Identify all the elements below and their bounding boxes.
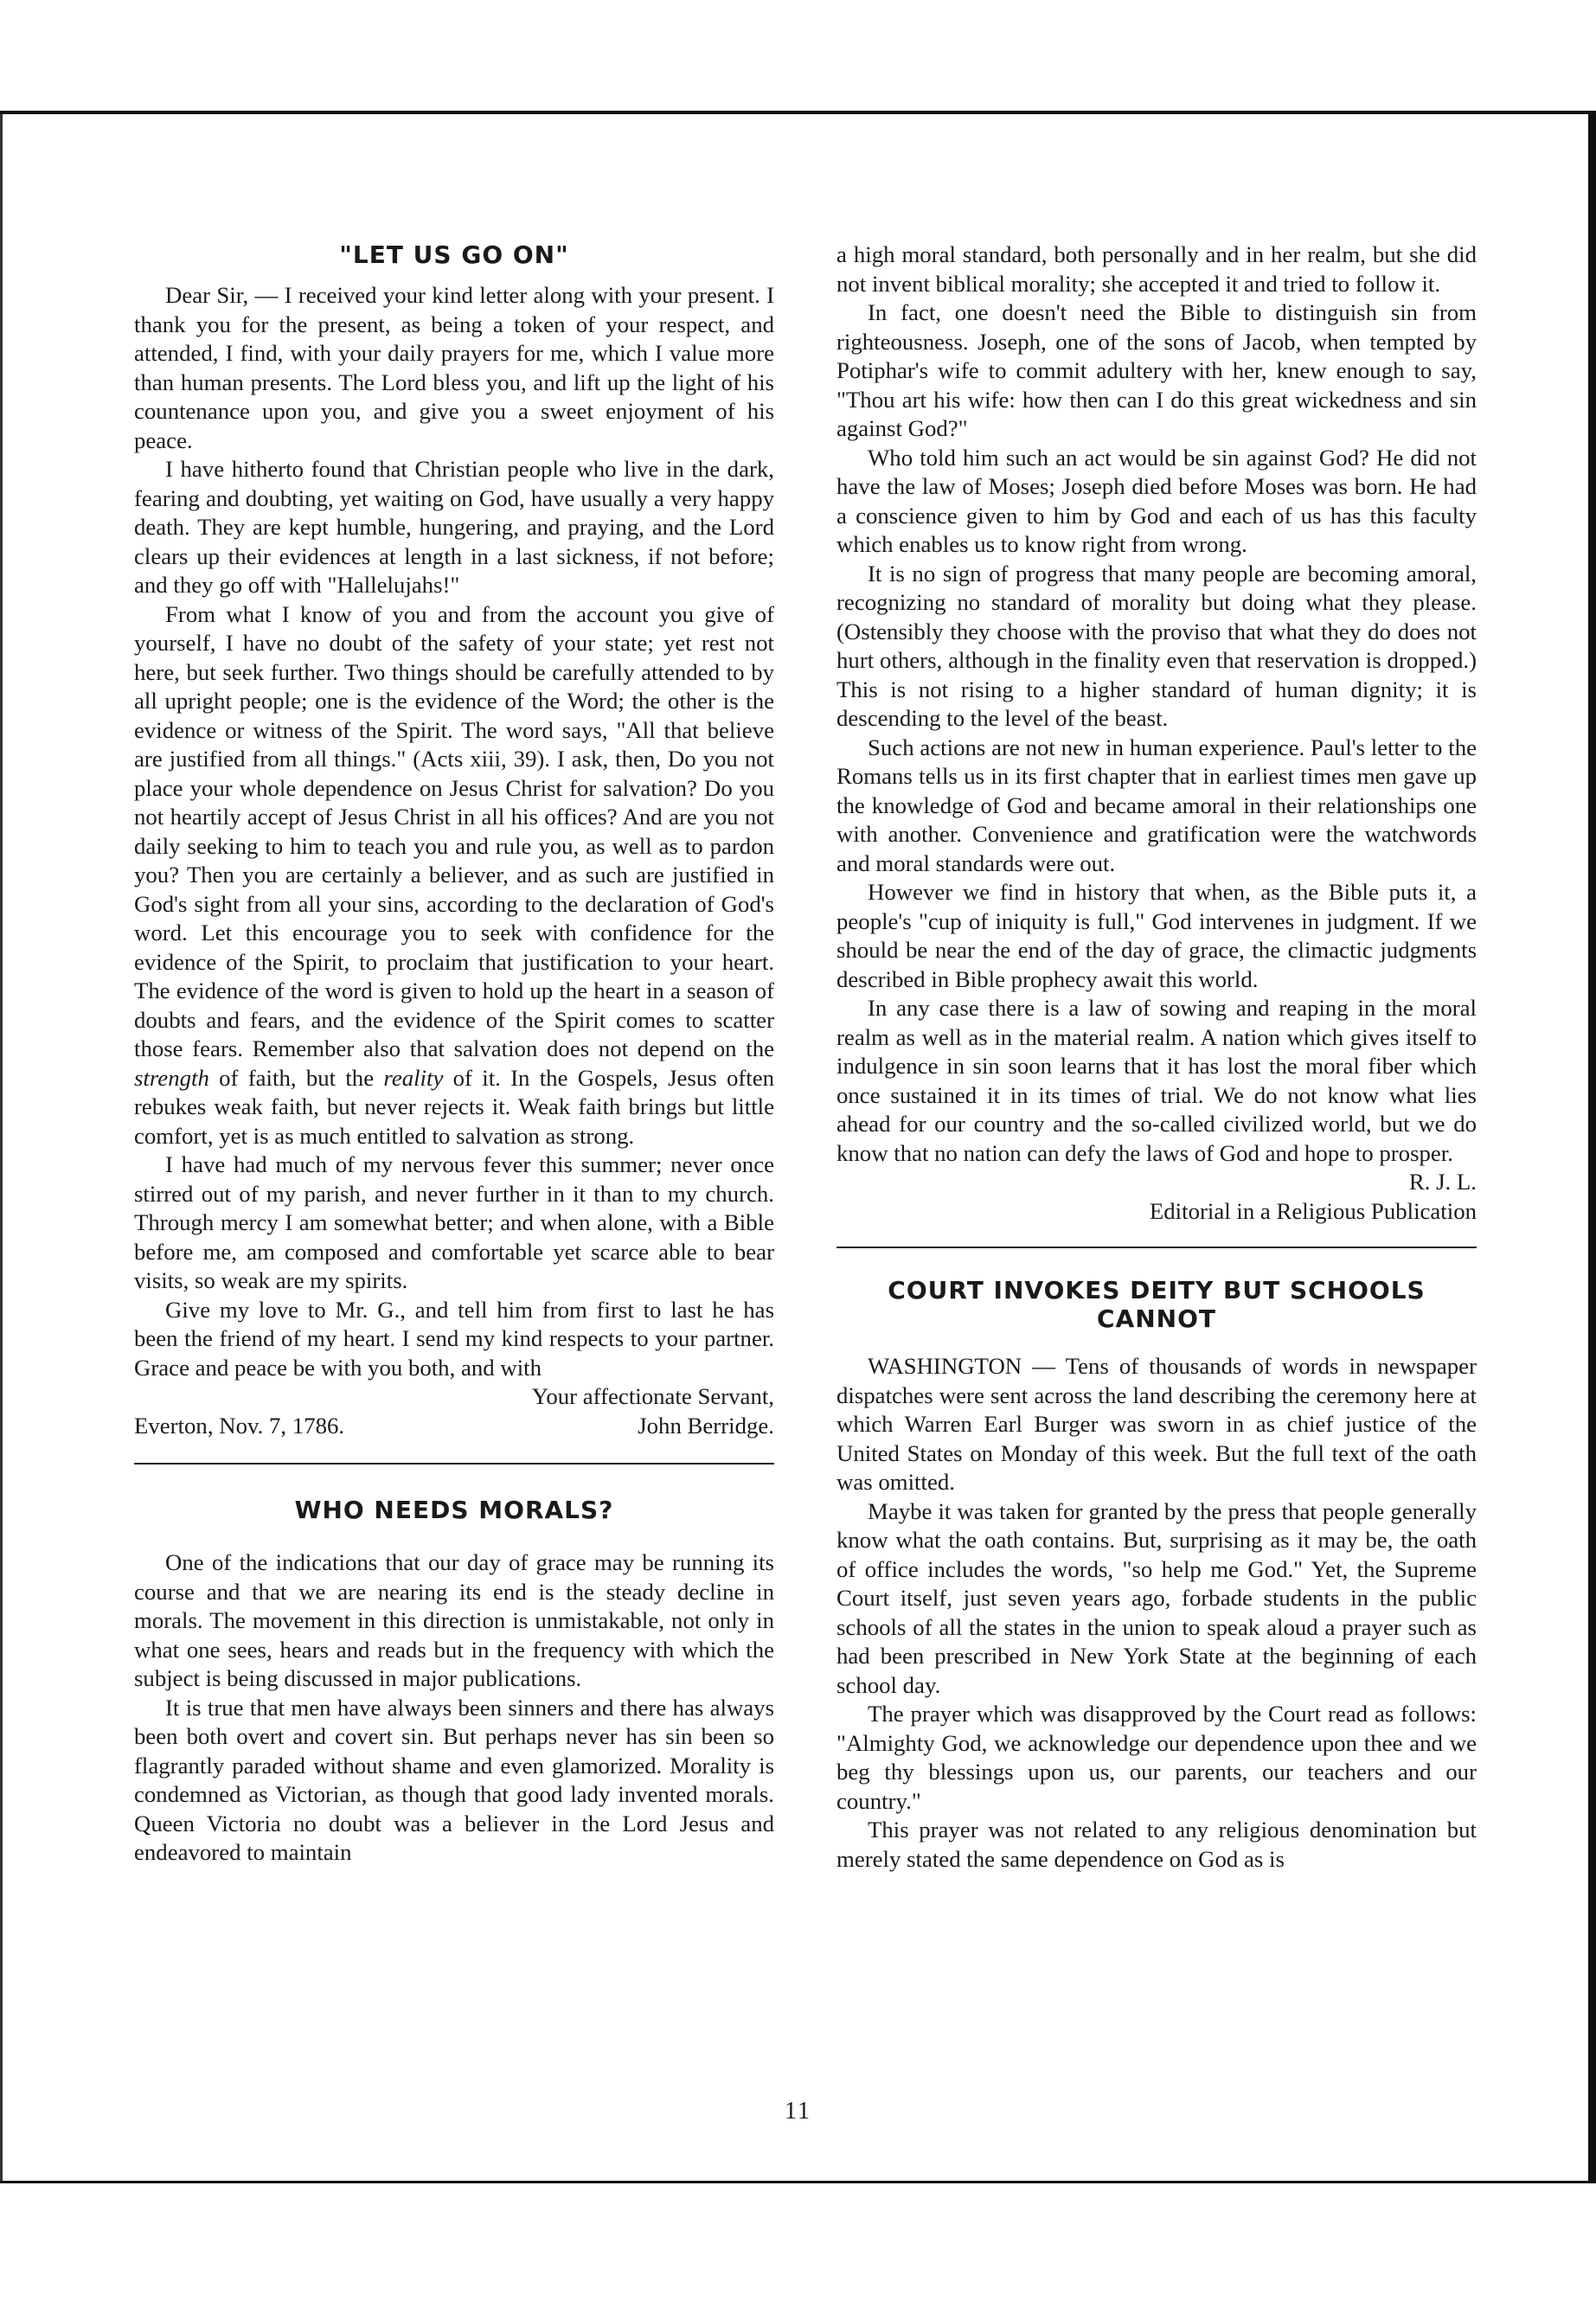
- signature-row: [134, 1412, 774, 1441]
- paragraph: Who told him such an act would be sin against God? He did not have the law of Moses; Joseph died before Moses was born. He had a conscience given to him by God and each of us has this faculty which enables us to know right from wrong.: [836, 444, 1477, 557]
- paragraph-text: of faith, but the: [208, 1064, 384, 1091]
- left-column: [134, 240, 774, 1868]
- paragraph: I have had much of my nervous fever this summer; never once stirred out of my parish, and never further in it than to my church. Through mercy I am somewhat better; and when alone, with a Bible before me, am composed and comfortable yet scarce able to bear visits, so weak are my spirits.: [134, 1151, 774, 1293]
- author-initials: R. J. L.: [1408, 1169, 1477, 1195]
- paragraph: This prayer was not related to any religious denomination but merely stated the same dependence on God as is: [836, 1817, 1477, 1872]
- bottom-border-rule: [0, 2181, 1596, 2183]
- paragraph: Maybe it was taken for granted by the press that people generally know what the oath contains. But, surprising as it may be, the oath of office includes the words, "so help me God." Yet, the Supreme Court itself, just seven years ago, forbade students in the public schools of all the states in the union to speak aloud a prayer such as had been prescribed in New York State at the beginning of each school day.: [836, 1497, 1477, 1698]
- paragraph: In any case there is a law of sowing and reaping in the moral realm as well as in the material realm. A nation which gives itself to indulgence in sin soon learns that it has lost the moral fiber which once sustained it in its times of trial. We do not know what lies ahead for our country and the so-called civilized world, but we do know that no nation can defy the laws of God and hope to prosper.: [836, 995, 1477, 1166]
- paragraph: WASHINGTON — Tens of thousands of words in newspaper dispatches were sent across the land describing the ceremony here at which Warren Earl Burger was sworn in as chief justice of the United States on Monday of this week. But the full text of the oath was omitted.: [836, 1353, 1477, 1495]
- paragraph: I have hitherto found that Christian people who live in the dark, fearing and doubting, yet waiting on God, have usually a very happy death. They are kept humble, hungering, and praying, and the Lord clears up their evidences at length in a last sickness, if not before; and they go off with "Hallelujahs!": [134, 456, 774, 598]
- right-border-rule: [1588, 111, 1596, 2182]
- right-column: [836, 240, 1477, 1874]
- paragraph: Give my love to Mr. G., and tell him from first to last he has been the friend of my heart. I send my kind respects to your partner. Grace and peace be with you both, and with: [134, 1296, 774, 1381]
- paragraph: It is no sign of progress that many people are becoming amoral, recognizing no standard of morality but doing what they please. (Ostensibly they choose with the proviso that what they do does not hurt others, although in the finality even that reservation is dropped.) This is not rising to a higher standard of human dignity; it is descending to the level of the beast.: [836, 560, 1477, 731]
- paragraph: It is true that men have always been sinners and there has always been both overt and covert sin. But perhaps never has sin been so flagrantly paraded without shame and even glamorized. Morality is condemned as Victorian, as though that good lady invented morals. Queen Victoria no doubt was a believer in the Lord Jesus and endeavored to maintain: [134, 1694, 774, 1865]
- emphasis-strength: strength: [134, 1064, 209, 1091]
- article-source: Editorial in a Religious Publication: [1149, 1197, 1477, 1224]
- article-title-who-needs-morals: WHO NEEDS MORALS?: [294, 1496, 614, 1524]
- letter-signature: John Berridge.: [638, 1412, 774, 1439]
- paragraph: [134, 600, 774, 1151]
- article-title-let-us-go-on: "LET US GO ON": [339, 240, 569, 269]
- paragraph: The prayer which was disapproved by the Court read as follows: "Almighty God, we acknowledge our dependence upon thee and we beg thy blessings upon us, our parents, our teachers and our country.": [836, 1701, 1477, 1814]
- letter-place-date: Everton, Nov. 7, 1786.: [134, 1412, 345, 1439]
- top-border-rule: [0, 111, 1596, 114]
- emphasis-reality: reality: [383, 1064, 444, 1091]
- paragraph-text: of it. In the Gospels, Jesus often rebukes weak faith, but never rejects it. Weak faith brings but little comfort, yet is as much entitled to salvation as strong.: [134, 1064, 775, 1149]
- paragraph-text: From what I know of you and from the account you give of yourself, I have no doubt of the safety of your state; yet rest not here, but seek further. Two things should be carefully attended to by all upright people; one is the evidence of the Word; the other is the evidence or witness of the Spirit. The word says, "All that believe are justified from all things." (Acts xiii, 39). I ask, then, Do you not place your whole dependence on Jesus Christ for salvation? Do you not heartily accept of Jesus Christ in all his offices? And are you not daily seeking to him to teach you and rule you, as well as to pardon you? Then you are certainly a believer, and as such are justified in God's sight from all your sins, according to the declaration of God's word. Let this encourage you to seek with confidence for the evidence of the Spirit, to proclaim that justification to your heart. The evidence of the word is given to hold up the heart in a season of doubts and fears, and the evidence of the Spirit comes to scatter those fears. Remember also that salvation does not depend on the: [134, 600, 774, 1061]
- paragraph: Dear Sir, — I received your kind letter along with your present. I thank you for the present, as being a token of your respect, and attended, I find, with your daily prayers for me, which I value more than human presents. The Lord bless you, and lift up the light of his countenance upon you, and give you a sweet enjoyment of his peace.: [134, 282, 774, 453]
- left-border-rule: [0, 114, 3, 2182]
- paragraph: Such actions are not new in human experience. Paul's letter to the Romans tells us in its first chapter that in earliest times men gave up the knowledge of God and became amoral in their relationships one with another. Convenience and gratification were the watchwords and moral standards were out.: [836, 734, 1477, 876]
- paragraph-continued: a high moral standard, both personally and in her realm, but she did not invent biblical morality; she accepted it and tried to follow it.: [836, 241, 1477, 297]
- paragraph: One of the indications that our day of grace may be running its course and that we are nearing its end is the steady decline in morals. The movement in this direction is unmistakable, not only in what one sees, hears and reads but in the frequency with which the subject is being discussed in major publications.: [134, 1549, 774, 1691]
- letter-closing: Your affectionate Servant,: [531, 1383, 774, 1409]
- article-title-court-invokes-deity: COURT INVOKES DEITY BUT SCHOOLS CANNOT: [888, 1276, 1426, 1333]
- paragraph: In fact, one doesn't need the Bible to distinguish sin from righteousness. Joseph, one of the sons of Jacob, when tempted by Potiphar's wife to commit adultery with her, knew enough to say, "Thou art his wife: how then can I do this great wickedness and sin against God?": [836, 299, 1477, 441]
- page-number: 11: [785, 2098, 811, 2125]
- paragraph: However we find in history that when, as the Bible puts it, a people's "cup of iniquity is full," God intervenes in judgment. If we should be near the end of the day of grace, the climactic judgments described in Bible prophecy await this world.: [836, 879, 1477, 992]
